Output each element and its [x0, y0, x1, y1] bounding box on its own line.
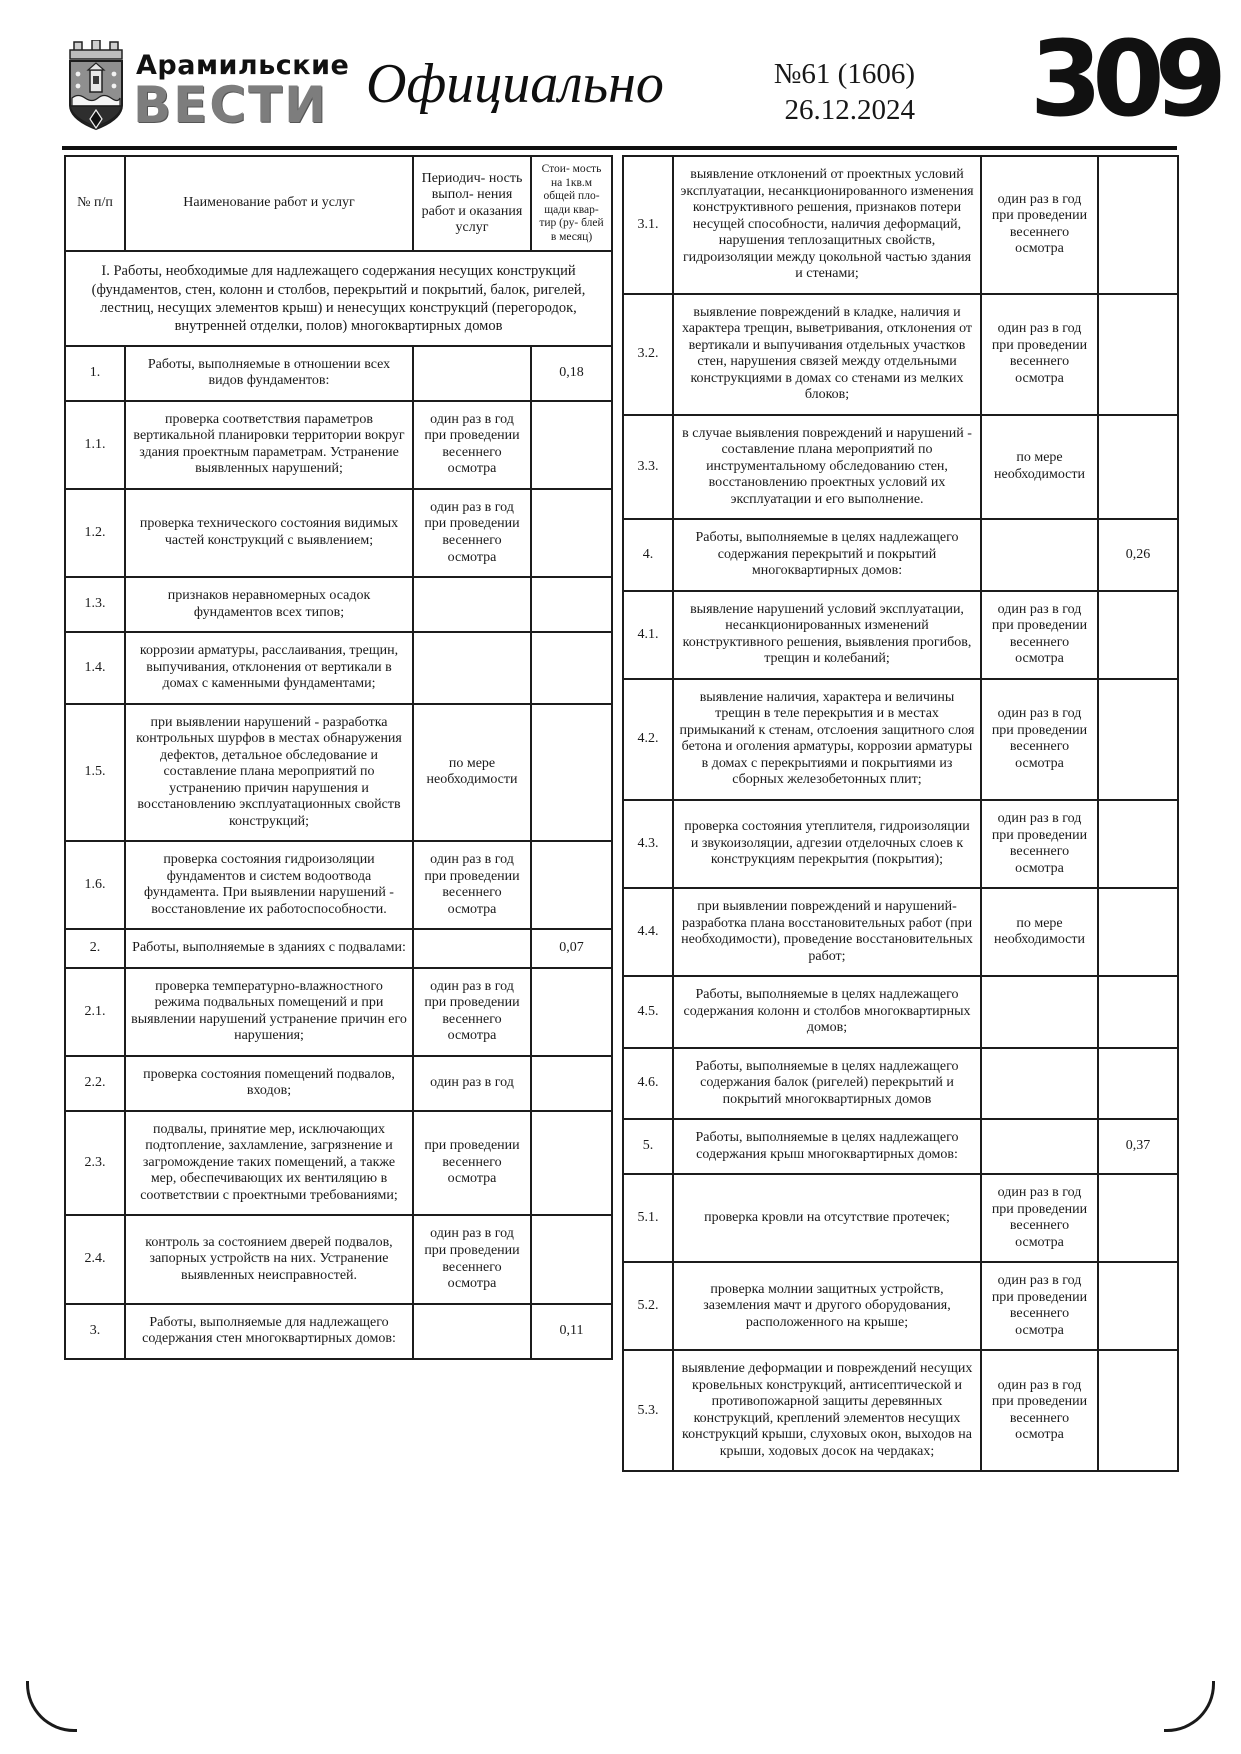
row-number-cell: 1.2.: [65, 489, 125, 577]
work-name-cell: в случае выявления повреждений и нарушений - составление плана мероприятий по инструментальному обследованию стен, восстановлению проектных условий их эксплуатации и его выполнение.: [673, 415, 981, 520]
cost-cell: 0,37: [1098, 1119, 1178, 1174]
works-table-right: [622, 155, 1179, 1472]
table-column-right: [622, 155, 1177, 1472]
col-header-period: Периодич- ность выпол- нения работ и оказания услуг: [413, 156, 531, 251]
cost-cell: [531, 1215, 612, 1303]
work-name-cell: коррозии арматуры, расслаивания, трещин, выпучивания, отклонения от вертикали в домах с каменными фундаментами;: [125, 632, 413, 704]
row-number-cell: 4.4.: [623, 888, 673, 976]
row-number-cell: 3.2.: [623, 294, 673, 415]
cost-cell: [1098, 156, 1178, 294]
page-number: 309: [1029, 18, 1217, 140]
periodicity-cell: один раз в год при проведении весеннего осмотра: [413, 968, 531, 1056]
work-name-cell: выявление нарушений условий эксплуатации, несанкционированных изменений конструктивного решения, выявления прогибов, трещин и колебаний;: [673, 591, 981, 679]
issue-number: №61 (1606): [773, 58, 915, 90]
issue-block: [735, 56, 915, 128]
table-row: [623, 1262, 1178, 1350]
cost-cell: 0,11: [531, 1304, 612, 1359]
work-name-cell: при выявлении повреждений и нарушений-разработка плана восстановительных работ (при необходимости), проведение восстановительных работ;: [673, 888, 981, 976]
row-number-cell: 3.3.: [623, 415, 673, 520]
cost-cell: [531, 841, 612, 929]
row-number-cell: 4.5.: [623, 976, 673, 1048]
table-row: [65, 1111, 612, 1216]
periodicity-cell: один раз в год при проведении весеннего осмотра: [981, 156, 1098, 294]
row-number-cell: 1.5.: [65, 704, 125, 842]
cost-cell: 0,26: [1098, 519, 1178, 591]
row-number-cell: 5.3.: [623, 1350, 673, 1471]
periodicity-cell: один раз в год при проведении весеннего осмотра: [981, 679, 1098, 800]
page-frame-corner-left: [26, 1681, 77, 1732]
row-number-cell: 3.: [65, 1304, 125, 1359]
table-column-left: [64, 155, 611, 1360]
work-name-cell: проверка температурно-влажностного режима подвальных помещений и при выявлении нарушений устранение причин его нарушения;: [125, 968, 413, 1056]
periodicity-cell: один раз в год при проведении весеннего осмотра: [413, 841, 531, 929]
page-frame-corner-right: [1164, 1681, 1215, 1732]
row-number-cell: 4.3.: [623, 800, 673, 888]
periodicity-cell: [413, 346, 531, 401]
section-note-row: [65, 251, 612, 346]
cost-cell: [1098, 800, 1178, 888]
cost-cell: 0,18: [531, 346, 612, 401]
table-row: [65, 489, 612, 577]
table-row: [65, 632, 612, 704]
periodicity-cell: один раз в год при проведении весеннего осмотра: [981, 294, 1098, 415]
cost-cell: [1098, 1350, 1178, 1471]
cost-cell: [1098, 976, 1178, 1048]
table-row: [623, 1350, 1178, 1471]
table-row: [623, 1048, 1178, 1120]
work-name-cell: при выявлении нарушений - разработка контрольных шурфов в местах обнаружения дефектов, детальное обследование и составление плана мероприятий по устранению причин нарушения и восстановлению эксплуатационных свойств конструкций;: [125, 704, 413, 842]
table-row: [65, 346, 612, 401]
cost-cell: [531, 704, 612, 842]
periodicity-cell: [981, 1048, 1098, 1120]
row-number-cell: 2.2.: [65, 1056, 125, 1111]
table-row: [623, 591, 1178, 679]
work-name-cell: проверка состояния гидроизоляции фундаментов и систем водоотвода фундамента. При выявлении нарушений - восстановление их работоспособности.: [125, 841, 413, 929]
table-row: [623, 519, 1178, 591]
periodicity-cell: по мере необходимости: [981, 888, 1098, 976]
work-name-cell: проверка кровли на отсутствие протечек;: [673, 1174, 981, 1262]
periodicity-cell: один раз в год при проведении весеннего осмотра: [981, 800, 1098, 888]
work-name-cell: проверка состояния помещений подвалов, входов;: [125, 1056, 413, 1111]
row-number-cell: 3.1.: [623, 156, 673, 294]
periodicity-cell: [981, 976, 1098, 1048]
work-name-cell: Работы, выполняемые в целях надлежащего содержания крыш многоквартирных домов:: [673, 1119, 981, 1174]
table-row: [623, 888, 1178, 976]
cost-cell: [531, 968, 612, 1056]
issue-date: 26.12.2024: [784, 94, 915, 126]
periodicity-cell: один раз в год при проведении весеннего осмотра: [981, 1174, 1098, 1262]
table-row: [623, 976, 1178, 1048]
periodicity-cell: при проведении весеннего осмотра: [413, 1111, 531, 1216]
cost-cell: [531, 401, 612, 489]
table-row: [623, 1174, 1178, 1262]
work-name-cell: выявление отклонений от проектных условий эксплуатации, несанкционированного изменения конструктивного решения, признаков потери несущей способности, наличия деформаций, нарушения теплозащитных свойств, гидроизоляции между цокольной частью здания и стенами;: [673, 156, 981, 294]
coat-of-arms-icon: [64, 40, 128, 132]
cost-cell: [1098, 415, 1178, 520]
work-name-cell: проверка молнии защитных устройств, заземления мачт и другого оборудования, расположенного на крыше;: [673, 1262, 981, 1350]
periodicity-cell: [413, 929, 531, 968]
cost-cell: [1098, 679, 1178, 800]
periodicity-cell: один раз в год при проведении весеннего осмотра: [413, 489, 531, 577]
newspaper-name-top: Арамильские: [136, 50, 350, 81]
periodicity-cell: по мере необходимости: [981, 415, 1098, 520]
periodicity-cell: один раз в год при проведении весеннего осмотра: [981, 1262, 1098, 1350]
work-name-cell: выявление повреждений в кладке, наличия и характера трещин, выветривания, отклонения от вертикали и выпучивания отдельных участков стен, нарушения связей между отдельными конструкциями в домах со стенами из мелких блоков;: [673, 294, 981, 415]
row-number-cell: 1.6.: [65, 841, 125, 929]
cost-cell: [1098, 1262, 1178, 1350]
cost-cell: [531, 577, 612, 632]
periodicity-cell: один раз в год при проведении весеннего осмотра: [413, 401, 531, 489]
cost-cell: [531, 489, 612, 577]
periodicity-cell: один раз в год при проведении весеннего осмотра: [981, 1350, 1098, 1471]
work-name-cell: проверка состояния утеплителя, гидроизоляции и звукоизоляции, адгезии отделочных слоев к конструкциям перекрытия (покрытия);: [673, 800, 981, 888]
page-section-title: Официально: [366, 53, 664, 115]
table-row: [623, 800, 1178, 888]
work-name-cell: выявление деформации и повреждений несущих кровельных конструкций, антисептической и противопожарной защиты деревянных конструкций, креплений элементов несущих конструкций крыши, слуховых окон, выходов на крыши, ходовых досок на чердаках;: [673, 1350, 981, 1471]
table-row: [623, 1119, 1178, 1174]
col-header-cost: Стои- мость на 1кв.м общей пло- щади квар- тир (ру- блей в месяц): [531, 156, 612, 251]
cost-cell: [1098, 294, 1178, 415]
table-row: [65, 577, 612, 632]
row-number-cell: 1.3.: [65, 577, 125, 632]
cost-cell: [1098, 1174, 1178, 1262]
newspaper-name-bottom: ВЕСТИ: [133, 76, 328, 134]
periodicity-cell: по мере необходимости: [413, 704, 531, 842]
row-number-cell: 1.: [65, 346, 125, 401]
periodicity-cell: [413, 577, 531, 632]
row-number-cell: 4.6.: [623, 1048, 673, 1120]
work-name-cell: признаков неравномерных осадок фундаментов всех типов;: [125, 577, 413, 632]
work-name-cell: Работы, выполняемые для надлежащего содержания стен многоквартирных домов:: [125, 1304, 413, 1359]
work-name-cell: контроль за состоянием дверей подвалов, запорных устройств на них. Устранение выявленных неисправностей.: [125, 1215, 413, 1303]
row-number-cell: 1.4.: [65, 632, 125, 704]
work-name-cell: проверка технического состояния видимых частей конструкций с выявлением;: [125, 489, 413, 577]
section-note: I. Работы, необходимые для надлежащего содержания несущих конструкций (фундаментов, стен, колонн и столбов, перекрытий и покрытий, балок, ригелей, лестниц, несущих элементов крыш) и ненесущих конструкций (перегородок, внутренней отделки, полов) многоквартирных домов: [65, 251, 612, 346]
cost-cell: [1098, 591, 1178, 679]
work-name-cell: Работы, выполняемые в целях надлежащего содержания колонн и столбов многоквартирных домов;: [673, 976, 981, 1048]
row-number-cell: 4.1.: [623, 591, 673, 679]
table-row: [65, 968, 612, 1056]
cost-cell: [531, 632, 612, 704]
work-name-cell: проверка соответствия параметров вертикальной планировки территории вокруг здания проектным параметрам. Устранение выявленных нарушений;: [125, 401, 413, 489]
table-row: [65, 841, 612, 929]
table-row: [65, 1304, 612, 1359]
row-number-cell: 1.1.: [65, 401, 125, 489]
masthead: [0, 0, 1241, 150]
table-row: [623, 156, 1178, 294]
table-row: [65, 704, 612, 842]
row-number-cell: 5.1.: [623, 1174, 673, 1262]
col-header-name: Наименование работ и услуг: [125, 156, 413, 251]
works-table-left: [64, 155, 613, 1360]
cost-cell: [1098, 888, 1178, 976]
table-row: [623, 415, 1178, 520]
row-number-cell: 4.2.: [623, 679, 673, 800]
masthead-divider-rule: [62, 146, 1177, 150]
table-row: [65, 929, 612, 968]
table-row: [65, 401, 612, 489]
cost-cell: [531, 1111, 612, 1216]
periodicity-cell: [413, 1304, 531, 1359]
table-row: [65, 1056, 612, 1111]
row-number-cell: 2.: [65, 929, 125, 968]
work-name-cell: выявление наличия, характера и величины трещин в теле перекрытия и в местах примыканий к стенам, отслоения защитного слоя бетона и оголения арматуры, коррозии арматуры в домах с перекрытиями и покрытиями из сборных железобетонных плит;: [673, 679, 981, 800]
periodicity-cell: [981, 1119, 1098, 1174]
row-number-cell: 2.1.: [65, 968, 125, 1056]
row-number-cell: 5.2.: [623, 1262, 673, 1350]
work-name-cell: Работы, выполняемые в целях надлежащего содержания перекрытий и покрытий многоквартирных домов:: [673, 519, 981, 591]
periodicity-cell: один раз в год при проведении весеннего осмотра: [981, 591, 1098, 679]
cost-cell: [1098, 1048, 1178, 1120]
col-header-num: № п/п: [65, 156, 125, 251]
work-name-cell: Работы, выполняемые в зданиях с подвалами:: [125, 929, 413, 968]
table-row: [65, 1215, 612, 1303]
table-row: [623, 294, 1178, 415]
cost-cell: [531, 1056, 612, 1111]
row-number-cell: 2.3.: [65, 1111, 125, 1216]
cost-cell: 0,07: [531, 929, 612, 968]
row-number-cell: 4.: [623, 519, 673, 591]
table-row: [623, 679, 1178, 800]
periodicity-cell: [981, 519, 1098, 591]
row-number-cell: 5.: [623, 1119, 673, 1174]
periodicity-cell: [413, 632, 531, 704]
work-name-cell: подвалы, принятие мер, исключающих подтопление, захламление, загрязнение и загромождение таких помещений, а также мер, обеспечивающих их вентиляцию в соответствии с проектными требованиями;: [125, 1111, 413, 1216]
table-header-row: [65, 156, 612, 251]
row-number-cell: 2.4.: [65, 1215, 125, 1303]
work-name-cell: Работы, выполняемые в целях надлежащего содержания балок (ригелей) перекрытий и покрытий многоквартирных домов: [673, 1048, 981, 1120]
periodicity-cell: один раз в год: [413, 1056, 531, 1111]
work-name-cell: Работы, выполняемые в отношении всех видов фундаментов:: [125, 346, 413, 401]
periodicity-cell: один раз в год при проведении весеннего осмотра: [413, 1215, 531, 1303]
